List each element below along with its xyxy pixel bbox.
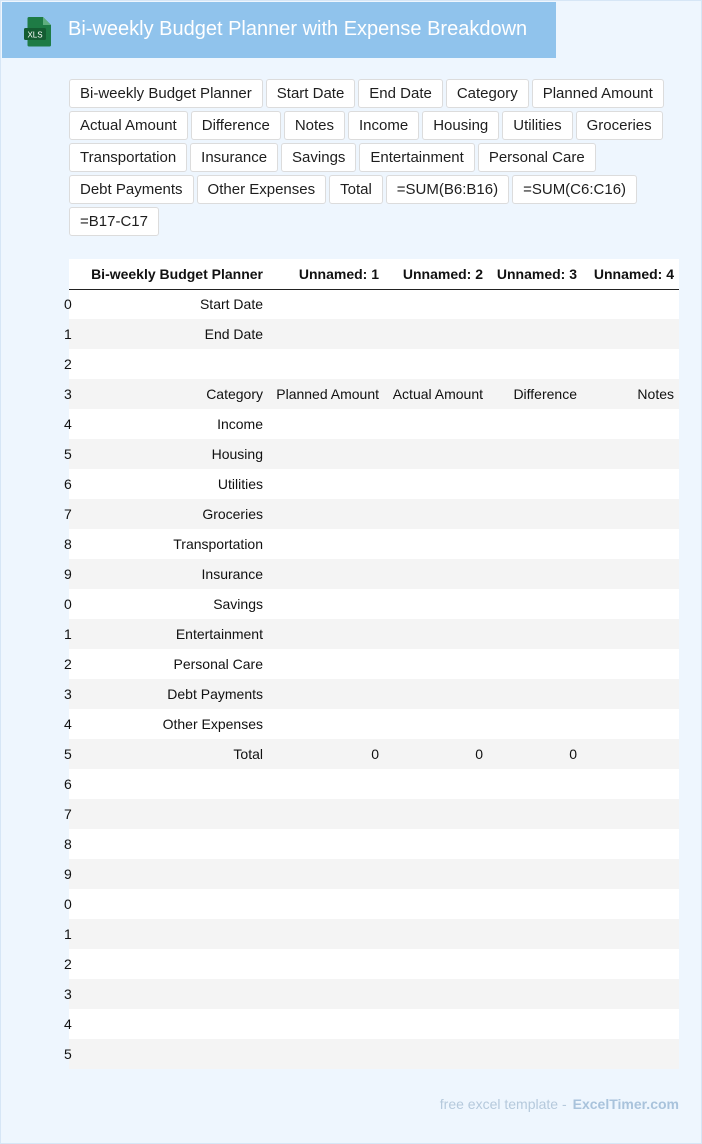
row-index-label: 1 <box>64 626 72 642</box>
table-cell <box>582 529 679 559</box>
table-cell <box>488 529 582 559</box>
table-row <box>69 829 679 859</box>
table-cell: 0 <box>488 739 582 769</box>
table-cell <box>73 829 268 859</box>
table-cell <box>582 439 679 469</box>
keyword-tag[interactable]: Housing <box>422 111 499 140</box>
table-cell <box>488 979 582 1009</box>
table-cell <box>384 319 488 349</box>
table-cell: Planned Amount <box>268 379 384 409</box>
table-cell <box>582 979 679 1009</box>
keyword-tag[interactable]: Bi-weekly Budget Planner <box>69 79 263 108</box>
table-cell <box>582 709 679 739</box>
table-cell <box>268 409 384 439</box>
table-cell <box>488 1009 582 1039</box>
footer-credit <box>440 1096 679 1112</box>
table-cell: 0 <box>268 739 384 769</box>
table-cell <box>268 499 384 529</box>
table-row <box>69 679 679 709</box>
table-cell: End Date <box>73 319 268 349</box>
table-cell <box>384 949 488 979</box>
table-cell <box>268 889 384 919</box>
table-cell <box>488 919 582 949</box>
table-row <box>69 559 679 589</box>
table-cell: Difference <box>488 379 582 409</box>
keyword-tag[interactable]: Personal Care <box>478 143 596 172</box>
keyword-tag[interactable]: Debt Payments <box>69 175 194 204</box>
table-cell <box>582 799 679 829</box>
keyword-tag[interactable]: =B17-C17 <box>69 207 159 236</box>
table-cell <box>73 1039 268 1069</box>
table-cell: Insurance <box>73 559 268 589</box>
table-cell <box>384 859 488 889</box>
table-row <box>69 979 679 1009</box>
table-body <box>64 289 679 1069</box>
table-cell <box>488 289 582 319</box>
table-cell <box>268 949 384 979</box>
table-cell <box>582 319 679 349</box>
table-row <box>69 589 679 619</box>
row-index-label: 5 <box>64 446 72 462</box>
keyword-tag-list <box>69 79 669 236</box>
table-cell <box>582 289 679 319</box>
row-index-label: 4 <box>64 416 72 432</box>
table-cell <box>73 919 268 949</box>
table-cell <box>384 289 488 319</box>
table-cell <box>384 1039 488 1069</box>
table-cell: 0 <box>384 739 488 769</box>
table-cell <box>73 769 268 799</box>
xls-label: XLS <box>27 30 43 40</box>
table-cell <box>582 889 679 919</box>
table-cell: Groceries <box>73 499 268 529</box>
table-cell <box>384 529 488 559</box>
table-cell <box>384 1009 488 1039</box>
table-row <box>69 739 679 769</box>
column-header: Bi-weekly Budget Planner <box>73 259 268 289</box>
table-cell <box>488 769 582 799</box>
table-cell <box>488 559 582 589</box>
table-cell <box>73 889 268 919</box>
column-header: Unnamed: 1 <box>268 259 384 289</box>
table-cell <box>488 1039 582 1069</box>
table-cell <box>73 859 268 889</box>
table-cell <box>488 499 582 529</box>
table-cell <box>582 619 679 649</box>
table-cell <box>384 979 488 1009</box>
table-row <box>69 529 679 559</box>
keyword-tag[interactable]: =SUM(C6:C16) <box>512 175 637 204</box>
table-cell <box>488 859 582 889</box>
table-row <box>69 649 679 679</box>
table-row <box>69 1009 679 1039</box>
row-index-label: 0 <box>64 596 72 612</box>
table-cell: Income <box>73 409 268 439</box>
table-row <box>69 409 679 439</box>
table-cell: Utilities <box>73 469 268 499</box>
table-cell <box>268 589 384 619</box>
table-cell <box>582 499 679 529</box>
table-cell <box>268 679 384 709</box>
table-cell: Transportation <box>73 529 268 559</box>
table-cell <box>582 1009 679 1039</box>
table-cell <box>488 829 582 859</box>
table-cell: Actual Amount <box>384 379 488 409</box>
table-cell <box>268 1039 384 1069</box>
table-cell <box>488 709 582 739</box>
table-cell <box>488 619 582 649</box>
table-cell <box>268 289 384 319</box>
table-cell <box>582 679 679 709</box>
table-cell <box>384 559 488 589</box>
keyword-tag[interactable]: =SUM(B6:B16) <box>386 175 509 204</box>
keyword-tag[interactable]: Category <box>446 79 529 108</box>
keyword-tag[interactable]: Total <box>329 175 383 204</box>
keyword-tag[interactable]: Groceries <box>576 111 663 140</box>
table-cell <box>582 589 679 619</box>
row-index-label: 4 <box>64 1016 72 1032</box>
page-title: Bi-weekly Budget Planner with Expense Breakdown <box>68 18 528 40</box>
table-cell <box>488 319 582 349</box>
table-cell <box>384 649 488 679</box>
table-cell: Debt Payments <box>73 679 268 709</box>
keyword-tag[interactable]: End Date <box>358 79 443 108</box>
table-cell <box>582 769 679 799</box>
table-cell <box>384 619 488 649</box>
table-cell <box>268 1009 384 1039</box>
table-cell <box>73 799 268 829</box>
table-cell <box>268 859 384 889</box>
table-cell <box>268 439 384 469</box>
keyword-tag[interactable]: Planned Amount <box>532 79 664 108</box>
table-row <box>69 499 679 529</box>
table-cell <box>384 349 488 379</box>
table-cell <box>268 349 384 379</box>
table-cell <box>268 829 384 859</box>
table-cell <box>488 679 582 709</box>
table-row <box>69 889 679 919</box>
table-cell: Start Date <box>73 289 268 319</box>
row-index-label: 3 <box>64 386 72 402</box>
table-row <box>69 379 679 409</box>
table-row <box>69 319 679 349</box>
keyword-tag[interactable]: Utilities <box>502 111 572 140</box>
table-row <box>69 289 679 319</box>
row-index-label: 6 <box>64 776 72 792</box>
table-cell <box>384 499 488 529</box>
table-cell <box>268 559 384 589</box>
table-cell <box>268 319 384 349</box>
row-index-label: 4 <box>64 716 72 732</box>
table-cell <box>73 949 268 979</box>
table-cell <box>268 709 384 739</box>
table-cell <box>582 919 679 949</box>
keyword-tag[interactable]: Actual Amount <box>69 111 188 140</box>
keyword-tag[interactable]: Transportation <box>69 143 187 172</box>
table-cell <box>268 649 384 679</box>
table-cell <box>488 649 582 679</box>
row-index-label: 1 <box>64 326 72 342</box>
table-cell <box>384 589 488 619</box>
table-row <box>69 919 679 949</box>
keyword-tag[interactable]: Insurance <box>190 143 278 172</box>
sheet-preview <box>64 259 679 1069</box>
row-index-label: 0 <box>64 896 72 912</box>
table-row <box>69 799 679 829</box>
table-cell <box>268 619 384 649</box>
excel-file-icon <box>23 16 53 47</box>
table-cell <box>384 439 488 469</box>
table-cell: Savings <box>73 589 268 619</box>
table-cell <box>488 439 582 469</box>
row-index-label: 2 <box>64 356 72 372</box>
table-cell <box>582 349 679 379</box>
keyword-tag[interactable]: Income <box>348 111 419 140</box>
footer-brand-link[interactable]: ExcelTimer.com <box>572 1096 679 1112</box>
table-row <box>69 949 679 979</box>
table-row <box>69 859 679 889</box>
table-cell <box>384 799 488 829</box>
table-row <box>69 1039 679 1069</box>
row-index-label: 2 <box>64 956 72 972</box>
table-cell <box>268 469 384 499</box>
column-header: Unnamed: 3 <box>488 259 582 289</box>
table-cell <box>384 709 488 739</box>
table-cell <box>73 1009 268 1039</box>
table-cell <box>268 799 384 829</box>
row-index-label: 6 <box>64 476 72 492</box>
row-index-label: 9 <box>64 566 72 582</box>
sheet-table <box>64 259 679 1069</box>
table-cell <box>582 949 679 979</box>
table-cell <box>582 469 679 499</box>
table-row <box>69 469 679 499</box>
row-index-label: 0 <box>64 296 72 313</box>
column-header: Unnamed: 4 <box>582 259 679 289</box>
table-cell: Entertainment <box>73 619 268 649</box>
table-cell <box>268 529 384 559</box>
table-cell <box>582 409 679 439</box>
table-cell <box>582 559 679 589</box>
table-cell <box>384 829 488 859</box>
table-row <box>69 769 679 799</box>
keyword-tag[interactable]: Entertainment <box>359 143 474 172</box>
table-cell <box>582 1039 679 1069</box>
keyword-tag[interactable]: Other Expenses <box>197 175 327 204</box>
table-cell <box>488 889 582 919</box>
keyword-tag[interactable]: Savings <box>281 143 356 172</box>
row-index-label: 3 <box>64 686 72 702</box>
table-cell: Personal Care <box>73 649 268 679</box>
table-cell <box>488 349 582 379</box>
keyword-tag[interactable]: Difference <box>191 111 281 140</box>
row-index-label: 8 <box>64 836 72 852</box>
row-index-label: 2 <box>64 656 72 672</box>
table-cell <box>582 739 679 769</box>
table-cell <box>268 979 384 1009</box>
row-index-label: 5 <box>64 1046 72 1062</box>
row-index-label: 9 <box>64 866 72 882</box>
table-cell <box>384 769 488 799</box>
title-banner <box>2 2 556 58</box>
table-row <box>69 439 679 469</box>
table-cell <box>384 679 488 709</box>
row-index-label: 7 <box>64 506 72 522</box>
row-index-label: 5 <box>64 746 72 762</box>
table-cell: Other Expenses <box>73 709 268 739</box>
table-cell <box>73 349 268 379</box>
table-cell <box>582 859 679 889</box>
table-cell <box>384 889 488 919</box>
table-cell <box>582 829 679 859</box>
table-cell <box>73 979 268 1009</box>
table-cell <box>268 769 384 799</box>
row-index-label: 7 <box>64 806 72 822</box>
table-cell <box>384 469 488 499</box>
table-cell <box>488 589 582 619</box>
table-cell: Notes <box>582 379 679 409</box>
table-row <box>69 619 679 649</box>
table-cell: Housing <box>73 439 268 469</box>
table-cell <box>384 919 488 949</box>
table-header-row <box>69 259 679 289</box>
row-index-label: 8 <box>64 536 72 552</box>
column-header: Unnamed: 2 <box>384 259 488 289</box>
table-cell <box>268 919 384 949</box>
table-cell <box>384 409 488 439</box>
table-cell <box>488 409 582 439</box>
table-cell <box>488 949 582 979</box>
table-cell <box>582 649 679 679</box>
table-cell <box>488 469 582 499</box>
keyword-tag[interactable]: Start Date <box>266 79 356 108</box>
table-cell: Total <box>73 739 268 769</box>
table-row <box>69 709 679 739</box>
table-cell: Category <box>73 379 268 409</box>
row-index-label: 1 <box>64 926 72 942</box>
table-cell <box>488 799 582 829</box>
table-row <box>69 349 679 379</box>
row-index-label: 3 <box>64 986 72 1002</box>
footer-prefix: free excel template - <box>439 1096 567 1112</box>
keyword-tag[interactable]: Notes <box>284 111 345 140</box>
